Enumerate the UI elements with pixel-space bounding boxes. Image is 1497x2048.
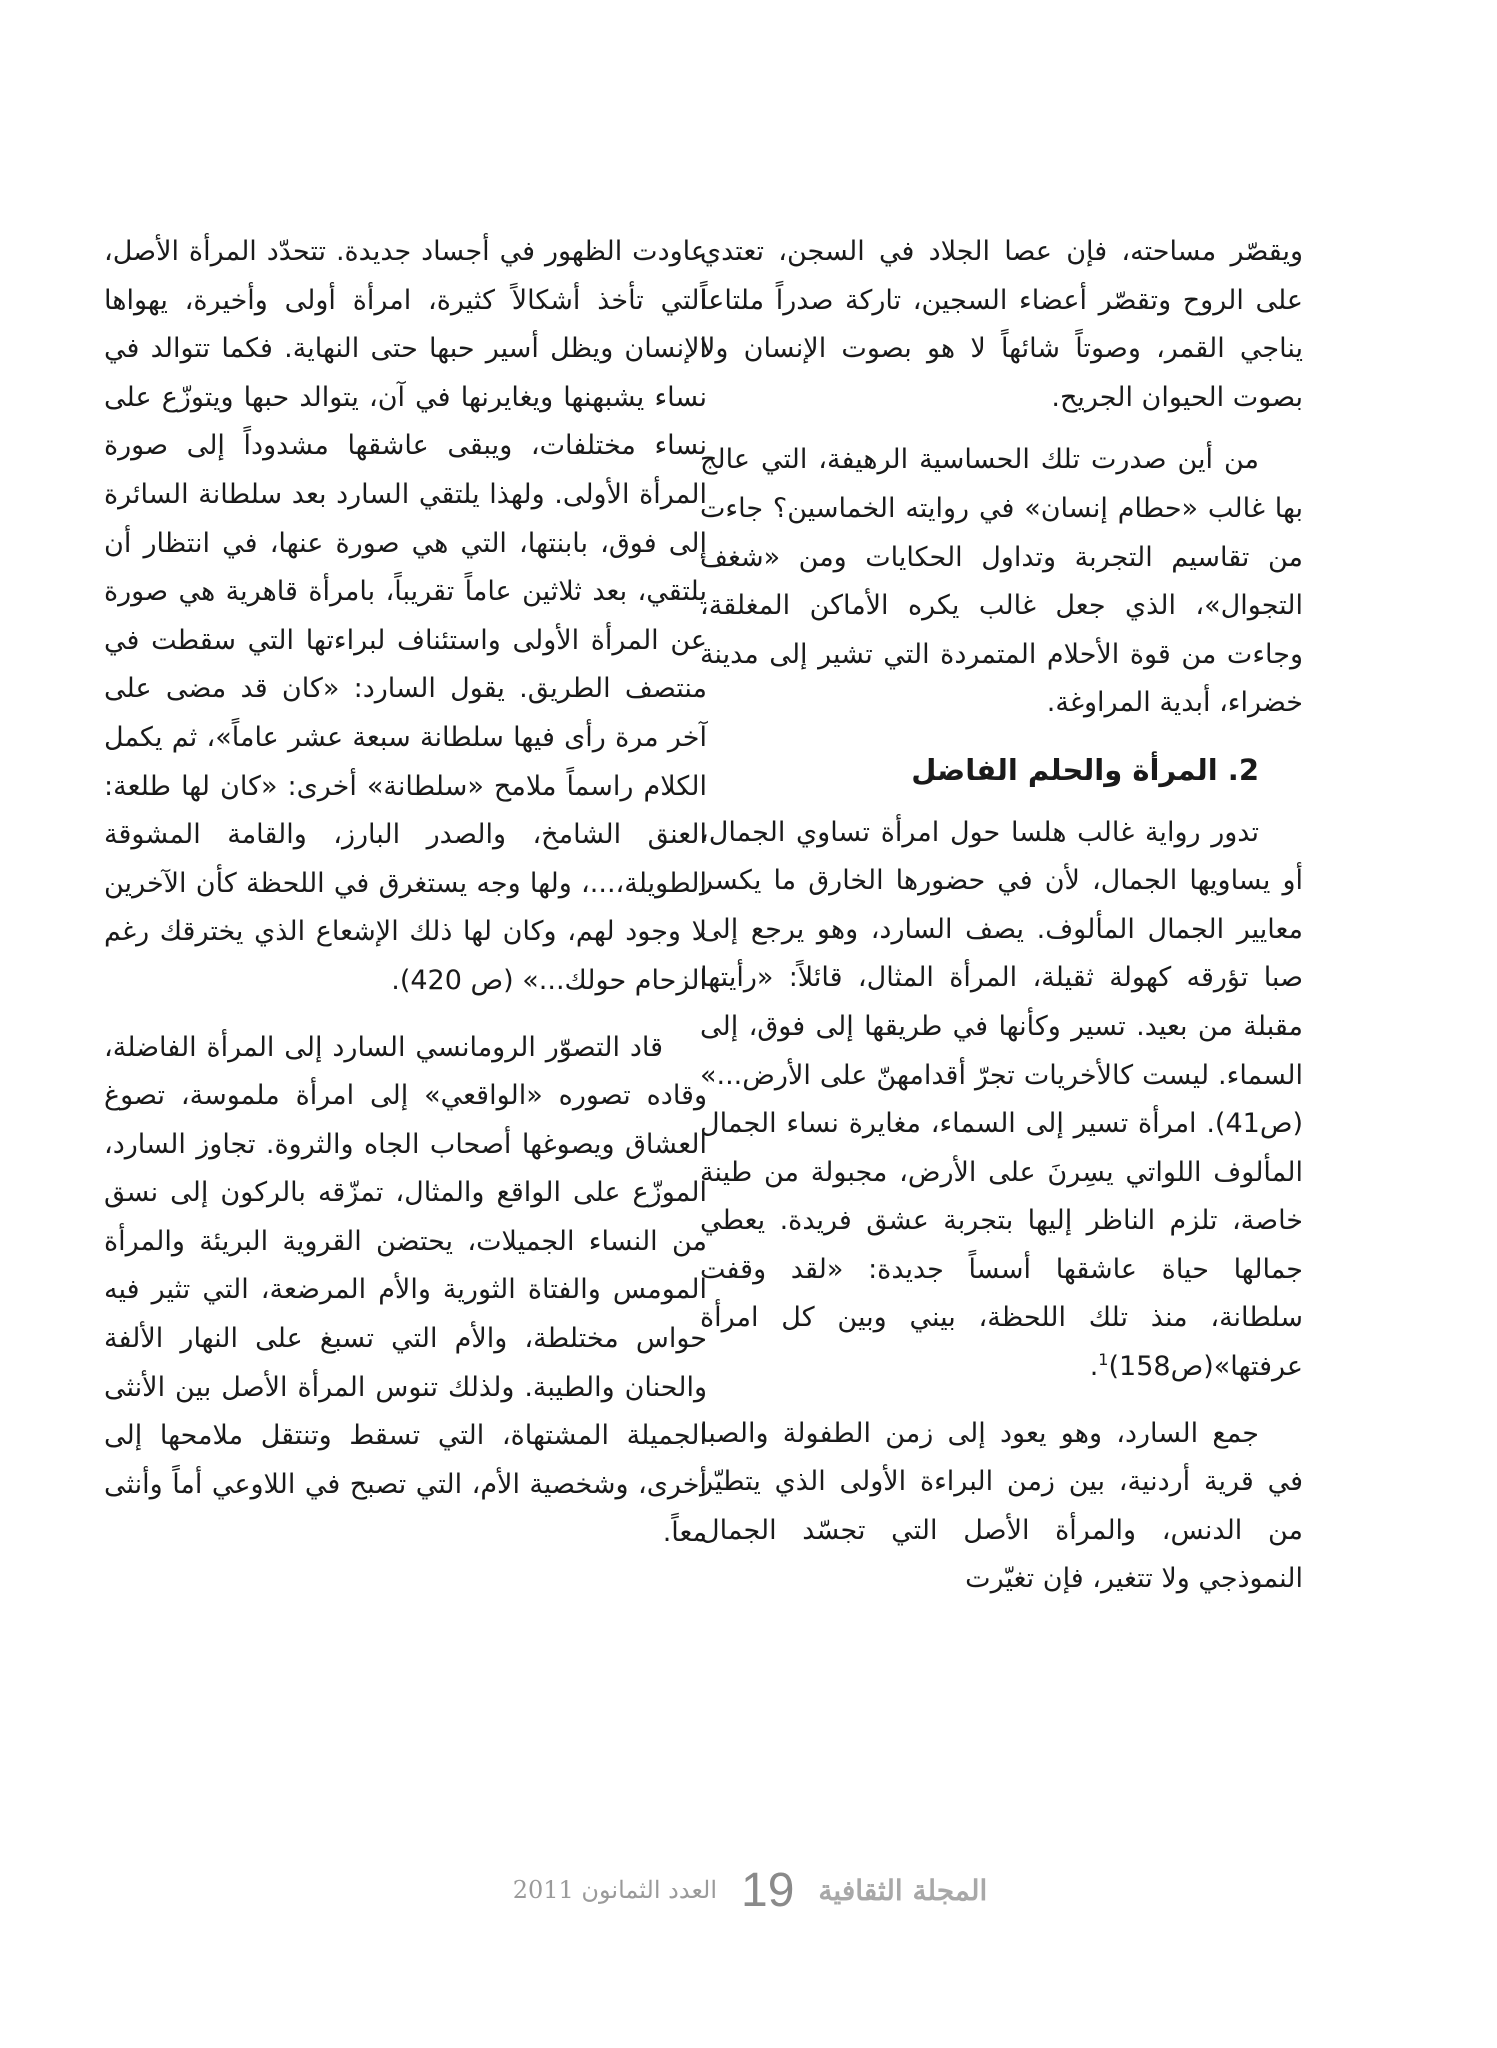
paragraph-end: .	[1089, 1351, 1099, 1383]
paragraph	[700, 809, 1303, 1392]
issue-label: العدد الثمانون 2011	[512, 1876, 717, 1904]
right-column	[700, 228, 1303, 1622]
page-footer	[430, 1860, 1070, 1920]
magazine-name: المجلة الثقافية	[818, 1873, 988, 1907]
paragraph: عاودت الظهور في أجساد جديدة. تتحدّد المرأة الأصل، التي تأخذ أشكالاً كثيرة، امرأة أولى وأخيرة، يهواها الإنسان ويظل أسير حبها حتى النهاية. فكما تتوالد في نساء يشبهنها ويغايرنها في آن، يتوالد حبها ويتوزّع على نساء مختلفات، ويبقى عاشقها مشدوداً إلى صورة المرأة الأولى. ولهذا يلتقي السارد بعد سلطانة السائرة إلى فوق، بابنتها، التي هي صورة عنها، في انتظار أن يلتقي، بعد ثلاثين عاماً تقريباً، بامرأة قاهرية هي صورة عن المرأة الأولى واستئناف لبراءتها التي سقطت في منتصف الطريق. يقول السارد: «كان قد مضى على آخر مرة رأى فيها سلطانة سبعة عشر عاماً»، ثم يكمل الكلام راسماً ملامح «سلطانة» أخرى: «كان لها طلعة: العنق الشامخ، والصدر البارز، والقامة المشوقة الطويلة،...، ولها وجه يستغرق في اللحظة كأن الآخرين لا وجود لهم، وكان لها ذلك الإشعاع الذي يخترقك رغم الزحام حولك...» (ص 420).	[104, 236, 707, 996]
paragraph: قاد التصوّر الرومانسي السارد إلى المرأة الفاضلة، وقاده تصوره «الواقعي» إلى امرأة ملموسة، تصوغ العشاق ويصوغها أصحاب الجاه والثروة. تجاوز السارد، الموزّع على الواقع والمثال، تمزّقه بالركون إلى نسق من النساء الجميلات، يحتضن القروية البريئة والمرأة المومس والفتاة الثورية والأم المرضعة، التي تثير فيه حواس مختلطة، والأم التي تسبغ على النهار الألفة والحنان والطيبة. ولذلك تنوس المرأة الأصل بين الأنثى الجميلة المشتهاة، التي تسقط وتنتقل ملامحها إلى أخرى، وشخصية الأم، التي تصبح في اللاوعي أماً وأنثى معاً.	[104, 1031, 707, 1549]
left-column	[104, 228, 707, 1576]
paragraph: من أين صدرت تلك الحساسية الرهيفة، التي عالج بها غالب «حطام إنسان» في روايته الخماسين؟ جاءت من تقاسيم التجربة وتداول الحكايات ومن «شغف التجوال»، الذي جعل غالب يكره الأماكن المغلقة، وجاءت من قوة الأحلام المتمردة التي تشير إلى مدينة خضراء، أبدية المراوغة.	[700, 444, 1303, 719]
paragraph: جمع السارد، وهو يعود إلى زمن الطفولة والصبا في قرية أردنية، بين زمن البراءة الأولى الذي يتطيّر من الدنس، والمرأة الأصل التي تجسّد الجمال النموذجي ولا تتغير، فإن تغيّرت	[700, 1417, 1303, 1595]
paragraph: ويقصّر مساحته، فإن عصا الجلاد في السجن، تعتدي على الروح وتقصّر أعضاء السجين، تاركة صدراً ملتاعاً يناجي القمر، وصوتاً شائهاً لا هو بصوت الإنسان ولا بصوت الحيوان الجريح.	[700, 236, 1303, 413]
paragraph-text: تدور رواية غالب هلسا حول امرأة تساوي الجمال، أو يساويها الجمال، لأن في حضورها الخارق ما يكسر معايير الجمال المألوف. يصف السارد، وهو يرجع إلى صبا تؤرقه كهولة ثقيلة، المرأة المثال، قائلاً: «رأيتها مقبلة من بعيد. تسير وكأنها في طريقها إلى فوق، إلى السماء. ليست كالأخريات تجرّ أقدامهنّ على الأرض...» (ص41). امرأة تسير إلى السماء، مغايرة نساء الجمال المألوف اللواتي يسِرنَ على الأرض، مجبولة من طينة خاصة، تلزم الناظر إليها بتجربة عشق فريدة. يعطي جمالها حياة عاشقها أسساً جديدة: «لقد وقفت سلطانة، منذ تلك اللحظة، بيني وبين كل امرأة عرفتها»(ص158)	[700, 816, 1303, 1383]
page-number: 19	[741, 1863, 795, 1917]
footnote-marker: 1	[1098, 1350, 1109, 1370]
section-heading: 2. المرأة والحلم الفاضل	[911, 752, 1259, 787]
